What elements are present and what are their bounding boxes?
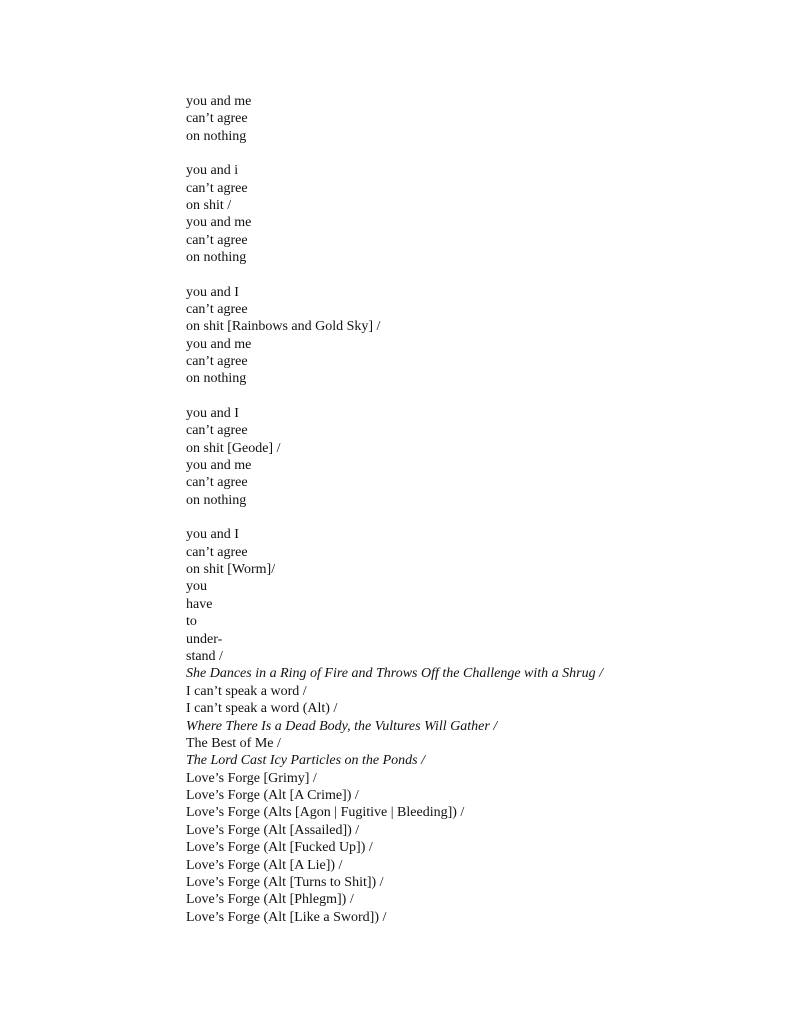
poem-line: have <box>186 596 213 612</box>
poem-line: can’t agree <box>186 354 248 370</box>
poem-line: on shit / <box>186 197 232 213</box>
poem-line: Love’s Forge (Alt [A Lie]) / <box>186 857 343 873</box>
poem-line: you and I <box>186 527 239 543</box>
poem-line: Love’s Forge (Alt [Phlegm]) / <box>186 892 354 908</box>
poem-line: you and I <box>186 284 239 300</box>
stanza <box>186 526 746 926</box>
stanza <box>186 93 746 145</box>
poem-line: Love’s Forge (Alt [Assailed]) / <box>186 822 360 838</box>
poem-line: on nothing <box>186 371 247 387</box>
poem-line: you and me <box>186 215 252 231</box>
poem-line: you and me <box>186 94 252 109</box>
poem-line: Love’s Forge (Alt [Fucked Up]) / <box>186 840 373 856</box>
stanza <box>186 162 746 266</box>
poem-line: you <box>186 579 207 595</box>
poem-line: stand / <box>186 648 223 664</box>
poem-line: you and me <box>186 458 252 474</box>
poem-line: on shit [Rainbows and Gold Sky] / <box>186 319 381 335</box>
poem-line: The Best of Me / <box>186 735 281 751</box>
poem-line: can’t agree <box>186 301 248 317</box>
poem-line: you and i <box>186 163 239 179</box>
poem-line: can’t agree <box>186 111 248 127</box>
poem-line: can’t agree <box>186 180 248 196</box>
poem-line: on nothing <box>186 250 247 266</box>
poem-line: Love’s Forge (Alt [Like a Sword]) / <box>186 909 387 925</box>
poem-line: Love’s Forge (Alt [Turns to Shit]) / <box>186 875 384 891</box>
poem-line: to <box>186 614 197 630</box>
poem-line: on shit [Geode] / <box>186 440 281 456</box>
poem-line: on nothing <box>186 128 247 144</box>
poem-line: can’t agree <box>186 475 248 491</box>
title-line: The Lord Cast Icy Particles on the Ponds / <box>186 753 426 769</box>
poem-line: Love’s Forge [Grimy] / <box>186 770 317 786</box>
poem-line: I can’t speak a word / <box>186 683 307 699</box>
poem-line: can’t agree <box>186 544 248 560</box>
poem-line: can’t agree <box>186 232 248 248</box>
title-line: Where There Is a Dead Body, the Vultures Will Gather / <box>186 718 498 734</box>
stanza <box>186 284 746 388</box>
poem-line: can’t agree <box>186 423 248 439</box>
poem-line: under- <box>186 631 223 647</box>
poem-line: you and I <box>186 405 239 421</box>
poem-line: you and me <box>186 336 252 352</box>
poem-body <box>186 93 746 926</box>
stanza <box>186 405 746 509</box>
title-line: She Dances in a Ring of Fire and Throws Off the Challenge with a Shrug / <box>186 666 603 682</box>
poem-line: Love’s Forge (Alt [A Crime]) / <box>186 788 359 804</box>
poem-line: on shit [Worm]/ <box>186 561 276 577</box>
poem-line: on nothing <box>186 492 247 508</box>
poem-line: I can’t speak a word (Alt) / <box>186 701 338 717</box>
poem-line: Love’s Forge (Alts [Agon | Fugitive | Bleeding]) / <box>186 805 465 821</box>
